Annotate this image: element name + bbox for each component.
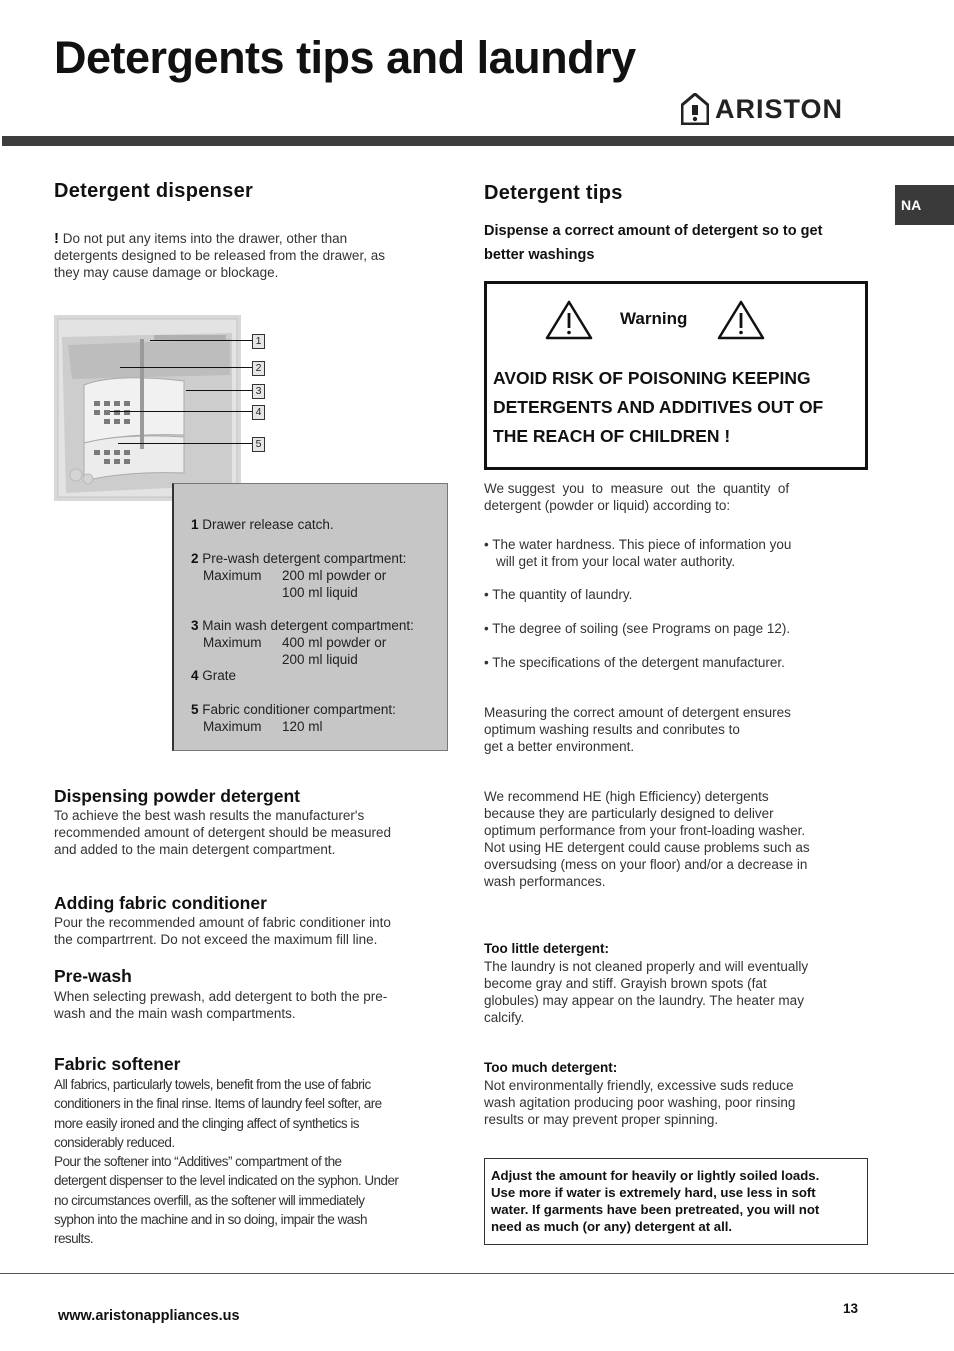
bullet-laundry-quantity: • The quantity of laundry. [484,587,633,602]
header-divider-bar [2,136,954,146]
detergent-tips-heading: Detergent tips [484,182,623,204]
legend-item-1: 1 Drawer release catch. [191,517,334,532]
too-little-label: Too little detergent: [484,941,609,956]
warning-triangle-icon [545,300,593,340]
powder-detergent-heading: Dispensing powder detergent [54,786,300,806]
too-little-text: The laundry is not cleaned properly and will eventually become gray and stiff. Grayish brown spots (fat globules) may appear on the laundry. The heater may calcify. [484,959,809,1025]
legend-item-2-max-liquid: 100 ml liquid [282,585,358,600]
suggest-text: We suggest you to measure out the quantity of detergent (powder or liquid) according to: [484,481,790,513]
legend-item-3-max-powder: 400 ml powder or [282,635,387,650]
detergent-dispenser-heading: Detergent dispenser [54,180,254,202]
adjust-amount-box: Adjust the amount for heavily or lightly soiled loads. Use more if water is extremely hard, use less in soft water. If garments have been pretreated, you will not need as much (or any) detergent at all. [484,1158,868,1245]
callout-leader-1 [150,340,252,341]
legend-item-2-max-label: Maximum [203,568,262,583]
callout-leader-3 [186,390,252,391]
dispenser-notice: ! Do not put any items into the drawer, other than detergents designed to be released from the drawer, as they may cause damage or blockage. [54,230,385,280]
prewash-text: When selecting prewash, add detergent to both the pre- wash and the main wash compartments. [54,989,388,1021]
warning-message: AVOID RISK OF POISONING KEEPING DETERGENTS AND ADDITIVES OUT OF THE REACH OF CHILDREN ! [493,368,824,446]
page-number: 13 [843,1301,859,1316]
brand-name: ARISTON [715,93,844,124]
callout-leader-5 [118,443,252,444]
notice-mark: ! [54,230,59,247]
page-title: Detergents tips and laundry [54,32,636,83]
legend-item-2-max-powder: 200 ml powder or [282,568,387,583]
legend-item-4: 4 Grate [191,668,237,683]
website-link[interactable]: www.aristonappliances.us [58,1308,240,1324]
callout-number-5: 5 [252,437,265,452]
house-logo-icon [681,93,709,125]
region-tab: NA [895,185,954,225]
detergent-drawer-image [54,315,241,501]
dispense-instruction: Dispense a correct amount of detergent so to get better washings [484,223,823,263]
legend-item-3: 3 Main wash detergent compartment: [191,618,414,633]
he-detergent-text: We recommend HE (high Efficiency) detergents because they are particularly designed to deliver optimum performance from your front-loading washer. Not using HE detergent could cause problems such as oversudsing (mess on your floor) and/or a decrease in wash performances. [484,789,810,889]
warning-triangle-icon [717,300,765,340]
too-much-text: Not environmentally friendly, excessive suds reduce wash agitation producing poor washing, poor rinsing results or may prevent proper spinning. [484,1078,796,1127]
bullet-water-hardness: • The water hardness. This piece of information you will get it from your local water authority. [484,537,792,569]
drawer-illustration [54,315,241,501]
warning-box [484,281,868,470]
measuring-text: Measuring the correct amount of detergent ensures optimum washing results and conributes to get a better environment. [484,705,791,754]
legend-item-3-max-label: Maximum [203,635,262,650]
callout-number-1: 1 [252,334,265,349]
callout-number-3: 3 [252,384,265,399]
brand-logo [681,92,843,126]
bullet-manufacturer-specs: • The specifications of the detergent manufacturer. [484,655,785,670]
prewash-heading: Pre-wash [54,966,132,986]
dispenser-legend-box [172,483,448,751]
callout-leader-2 [120,367,252,368]
warning-label: Warning [620,309,688,328]
footer-divider [0,1273,954,1274]
powder-detergent-text: To achieve the best wash results the manufacturer's recommended amount of detergent should be measured and added to the main detergent compartment. [54,808,391,857]
legend-item-3-max-liquid: 200 ml liquid [282,652,358,667]
legend-item-5: 5 Fabric conditioner compartment: [191,702,396,717]
too-much-label: Too much detergent: [484,1060,618,1075]
bullet-soiling-degree: • The degree of soiling (see Programs on page 12). [484,621,791,636]
fabric-conditioner-heading: Adding fabric conditioner [54,893,267,913]
callout-number-4: 4 [252,405,265,420]
legend-item-5-max-label: Maximum [203,719,262,734]
fabric-conditioner-text: Pour the recommended amount of fabric conditioner into the compartrrent. Do not exceed the maximum fill line. [54,915,391,947]
legend-item-2: 2 Pre-wash detergent compartment: [191,551,407,566]
fabric-softener-text: All fabrics, particularly towels, benefit from the use of fabric conditioners in the final rinse. Items of laundry feel softer, are more easily ironed and the clinging affect of synthetics is considerably reduced. Pour the softener into “Additives” compartment of the detergent dispenser to the level indicated on the syphon. Under no circumstances overfill, as the softener will immediately syphon into the machine and in so doing, impair the wash results. [54,1077,399,1247]
fabric-softener-heading: Fabric softener [54,1054,181,1074]
callout-leader-4 [110,411,252,412]
callout-number-2: 2 [252,361,265,376]
legend-item-5-max-value: 120 ml [282,719,323,734]
